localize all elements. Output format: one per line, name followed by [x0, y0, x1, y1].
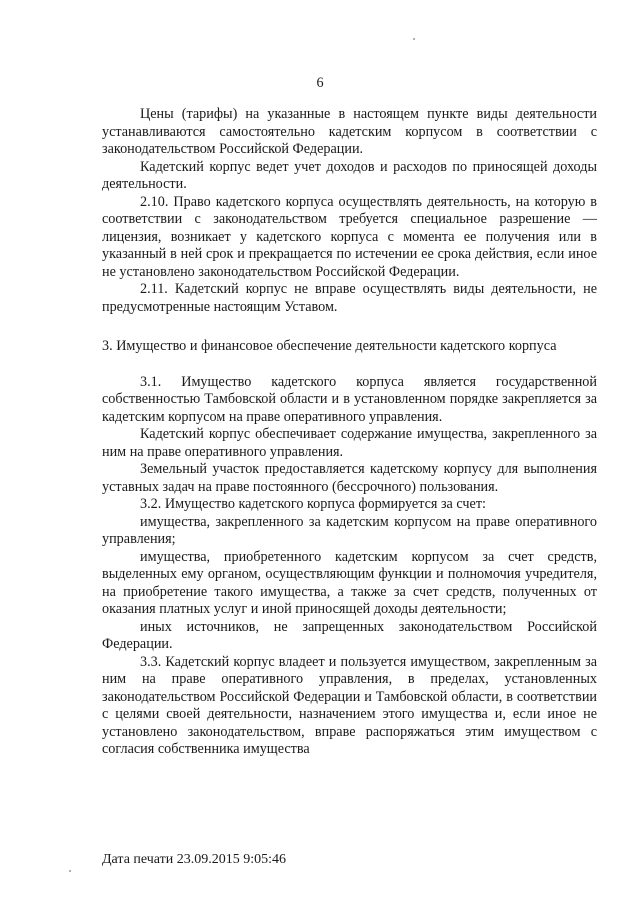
paragraph: Земельный участок предоставляется кадетскому корпусу для выполнения уставных задач на праве постоянного (бессрочного) пользования.: [102, 461, 597, 495]
paragraph: 2.11. Кадетский корпус не вправе осуществлять виды деятельности, не предусмотренные настоящим Уставом.: [102, 281, 597, 315]
page-number: 6: [316, 75, 324, 91]
paragraph: иных источников, не запрещенных законодательством Российской Федерации.: [102, 618, 597, 652]
paragraph: имущества, приобретенного кадетским корпусом за счет средств, выделенных ему органом, осуществляющим функции и полномочия учредителя, на приобретение такого имущества, а также за счет средств, полученных от оказания платных услуг и иной приносящей доходы деятельности;: [102, 548, 597, 617]
paragraph: имущества, закрепленного за кадетским корпусом на праве оперативного управления;: [102, 513, 597, 547]
paragraph: 3.2. Имущество кадетского корпуса формируется за счет:: [140, 496, 486, 512]
section-heading: 3. Имущество и финансовое обеспечение деятельности кадетского корпуса: [102, 338, 557, 354]
scan-speck: [413, 38, 415, 40]
paragraph: Кадетский корпус обеспечивает содержание имущества, закрепленного за ним на праве оперативного управления.: [102, 426, 597, 460]
paragraph: 3.3. Кадетский корпус владеет и пользуется имуществом, закрепленным за ним на праве оперативного управления, в пределах, установленных законодательством Российской Федерации и Тамбовской области, в соответствии с целями своей деятельности, назначением этого имущества и, если иное не установлено законодательством, вправе распоряжаться этим имуществом с согласия собственника имущества: [102, 653, 597, 757]
print-date-footer: Дата печати 23.09.2015 9:05:46: [102, 852, 287, 867]
paragraph: Кадетский корпус ведет учет доходов и расходов по приносящей доходы деятельности.: [102, 158, 597, 192]
scan-speck: [69, 870, 71, 872]
paragraph: 2.10. Право кадетского корпуса осуществлять деятельность, на которую в соответствии с законодательством требуется специальное разрешение — лицензия, возникает у кадетского корпуса с момента ее получения или в указанный в ней срок и прекращается по истечении ее срока действия, если иное не установлено законодательством Российской Федерации.: [102, 193, 597, 280]
paragraph: Цены (тарифы) на указанные в настоящем пункте виды деятельности устанавливаются самостоятельно кадетским корпусом в соответствии с законодательством Российской Федерации.: [102, 106, 597, 157]
document-body: [102, 106, 597, 759]
paragraph: 3.1. Имущество кадетского корпуса является государственной собственностью Тамбовской области и в установленном порядке закрепляется за кадетским корпусом на праве оперативного управления.: [102, 373, 597, 425]
